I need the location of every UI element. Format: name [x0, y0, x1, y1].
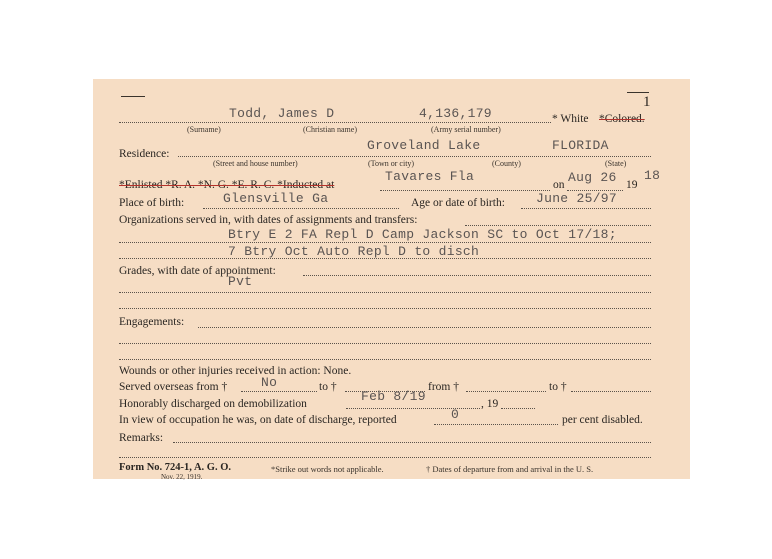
from-label: from † [428, 381, 459, 393]
form-date: Nov. 22, 1919. [161, 473, 203, 481]
overseas-line-1 [241, 391, 317, 392]
grade-value: Pvt [228, 274, 253, 289]
inducted-year: 18 [644, 168, 661, 183]
caption-surname: (Surname) [187, 125, 221, 134]
caption-street: (Street and house number) [213, 159, 298, 168]
overseas-line-3 [466, 391, 546, 392]
grades-line-0 [303, 275, 651, 276]
name-line [119, 122, 551, 123]
race-colored: *Colored. [599, 113, 645, 125]
disability-suffix: per cent disabled. [562, 414, 643, 426]
grades-label: Grades, with date of appointment: [119, 265, 276, 277]
birth-date-label: Age or date of birth: [411, 197, 505, 209]
on-label: on [553, 179, 565, 191]
organizations-line-0 [465, 225, 651, 226]
caption-town: (Town or city) [368, 159, 415, 168]
inducted-date: Aug 26 [568, 170, 617, 185]
engagements-label: Engagements: [119, 316, 185, 328]
discharge-year: , 19 [481, 398, 499, 410]
organizations-line-1 [119, 242, 651, 243]
residence-state: FLORIDA [552, 138, 609, 153]
caption-christian: (Christian name) [303, 125, 357, 134]
birth-place: Glensville Ga [223, 191, 329, 206]
remarks-line-0 [173, 442, 651, 443]
enlisted-label: *Enlisted *R. A. *N. G. *E. R. C. *Inducted at [119, 179, 335, 191]
remarks-label: Remarks: [119, 432, 164, 444]
disability-label: In view of occupation he was, on date of discharge, reported [119, 414, 397, 426]
overseas-value: No [261, 375, 278, 390]
residence-town: Groveland Lake [367, 138, 481, 153]
residence-line [178, 156, 651, 157]
engagements-line-0 [198, 327, 651, 328]
residence-label: Residence: [119, 148, 170, 160]
caption-county: (County) [492, 159, 521, 168]
top-right-dash [627, 92, 649, 93]
service-record-card [93, 79, 690, 479]
name-value: Todd, James D [229, 106, 335, 121]
discharge-year-line [501, 408, 535, 409]
caption-serial: (Army serial number) [431, 125, 501, 134]
inducted-line [380, 190, 550, 191]
birth-date-line [521, 208, 651, 209]
discharge-label: Honorably discharged on demobilization [119, 398, 307, 410]
engagements-line-1 [119, 343, 651, 344]
top-dash [121, 96, 145, 97]
form-number: Form No. 724-1, A. G. O. [119, 462, 231, 473]
organizations-line-2 [119, 258, 651, 259]
race-white: * White [552, 113, 589, 125]
inducted-place: Tavares Fla [385, 169, 475, 184]
disability-line [434, 424, 558, 425]
disability-value: 0 [451, 407, 460, 422]
discharge-line [346, 408, 480, 409]
engagements-line-2 [119, 359, 651, 360]
organizations-label: Organizations served in, with dates of assignments and transfers: [119, 214, 418, 226]
grades-line-1 [119, 292, 651, 293]
organizations-line2: 7 Btry Oct Auto Repl D to disch [228, 244, 480, 259]
caption-state: (State) [605, 159, 627, 168]
remarks-line-1 [119, 457, 651, 458]
overseas-label: Served overseas from † [119, 381, 228, 393]
grades-line-2 [119, 308, 651, 309]
organizations-line1: Btry E 2 FA Repl D Camp Jackson SC to Oct 17/18; [228, 227, 617, 242]
footnote-star: *Strike out words not applicable. [271, 464, 384, 474]
year-prefix: 19 [626, 179, 638, 191]
serial-value: 4,136,179 [419, 106, 492, 121]
to2-label: to † [549, 381, 567, 393]
birth-date: June 25/97 [536, 191, 618, 206]
card-number: 1 [643, 94, 651, 110]
birth-place-label: Place of birth: [119, 197, 185, 209]
overseas-line-4 [571, 391, 651, 392]
birth-place-line [203, 208, 399, 209]
discharge-date: Feb 8/19 [361, 389, 426, 404]
wounds-label: Wounds or other injuries received in action: None. [119, 365, 352, 377]
to-label: to † [319, 381, 337, 393]
footnote-dagger: † Dates of departure from and arrival in the U. S. [426, 464, 594, 474]
